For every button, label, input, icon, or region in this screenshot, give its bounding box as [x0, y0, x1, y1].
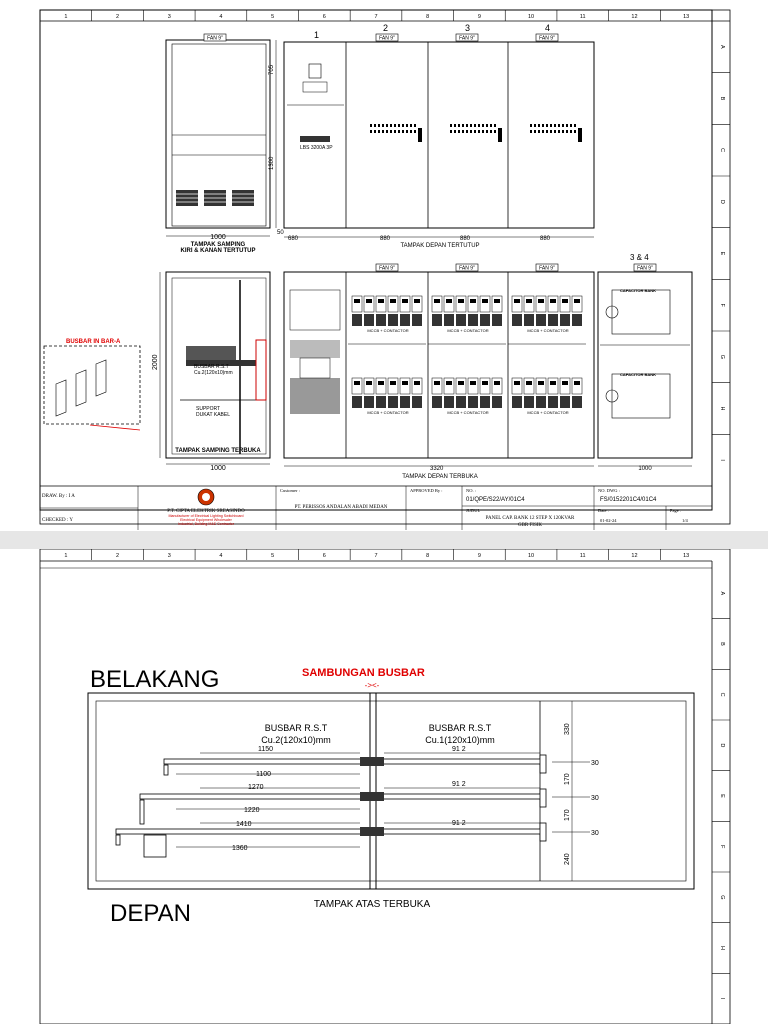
- fan-label: FAN 9": [539, 35, 555, 42]
- mccb-breaker: [400, 378, 410, 394]
- sambungan-label: SAMBUNGAN BUSBAR: [302, 667, 425, 679]
- mccb-breaker: [352, 378, 362, 394]
- dim-1300: 1300: [269, 156, 275, 170]
- panel-number-4: 4: [545, 23, 551, 33]
- fan-label: FAN 9": [539, 265, 555, 272]
- mccb-contactor-label: MCCB + CONTACTOR: [367, 410, 409, 415]
- mccb-breaker: [400, 296, 410, 312]
- date-label: Date :: [598, 508, 609, 513]
- capacitor-label-2: CAPACITOR BANK: [620, 372, 657, 377]
- busbar-left-2: Cu.2(120x10)mm: [261, 735, 331, 745]
- dwg-label: NO. DWG :: [598, 488, 620, 493]
- row-label: B: [719, 642, 725, 646]
- column-label: 9: [477, 14, 481, 20]
- mccb-breaker: [388, 296, 398, 312]
- mccb-breaker: [432, 296, 442, 312]
- mccb-contactor-label: MCCB + CONTACTOR: [447, 410, 489, 415]
- busbar-in-title: BUSBAR IN BAR-A: [66, 339, 121, 345]
- column-label: 8: [426, 553, 430, 559]
- row-label: E: [719, 251, 725, 256]
- mccb-contactor-label: MCCB + CONTACTOR: [527, 410, 569, 415]
- capacitor-side-view: [598, 253, 692, 472]
- dukat-label: DUKAT KABEL: [196, 412, 230, 418]
- column-label: 1: [64, 553, 68, 559]
- mccb-breaker: [412, 378, 422, 394]
- mccb-contactor-label: MCCB + CONTACTOR: [367, 328, 409, 333]
- fan-label: FAN 9": [379, 265, 395, 272]
- column-label: 2: [116, 14, 120, 20]
- column-label: 9: [477, 553, 481, 559]
- column-label: 3: [167, 553, 171, 559]
- drawn-by: DRAW. By : I A: [42, 494, 75, 499]
- sheet-separator: [0, 531, 768, 549]
- mccb-breaker: [468, 296, 478, 312]
- dim-2000: 2000: [152, 354, 159, 370]
- mccb-breaker: [376, 378, 386, 394]
- panel-number-2: 2: [383, 23, 389, 33]
- mccb-breaker: [512, 378, 522, 394]
- dim-1220: 1220: [244, 807, 260, 814]
- column-ruler-2: [64, 549, 689, 560]
- support-label: SUPPORT: [196, 406, 221, 412]
- row-label: B: [719, 96, 725, 101]
- depan-label: DEPAN: [110, 900, 191, 927]
- side-view-closed: [166, 40, 284, 254]
- dim-50: 50: [277, 230, 284, 236]
- mccb-breaker: [492, 378, 502, 394]
- column-ruler: [64, 10, 689, 21]
- row-label: H: [719, 406, 725, 411]
- column-label: 4: [219, 14, 223, 20]
- dim-912-a: 91 2: [452, 746, 466, 753]
- row-label: C: [719, 148, 725, 153]
- mccb-breaker: [444, 296, 454, 312]
- row-ruler-2: [712, 591, 730, 999]
- column-label: 6: [322, 14, 326, 20]
- panel-number-1: 1: [314, 30, 320, 40]
- dim-912-b: 91 2: [452, 781, 466, 788]
- dim-705: 705: [269, 64, 275, 75]
- label-3-and-4: 3 & 4: [630, 253, 649, 262]
- mccb-breaker: [524, 378, 534, 394]
- drawing-sheet-2: [0, 549, 768, 1024]
- mccb-breaker: [364, 378, 374, 394]
- fan-label: FAN 9": [207, 35, 223, 42]
- dim-880-b: 880: [460, 236, 471, 242]
- row-label: F: [719, 844, 725, 849]
- row-label: E: [719, 794, 725, 798]
- mccb-breaker: [432, 378, 442, 394]
- column-label: 13: [683, 553, 690, 559]
- page-value: 1/4: [682, 518, 688, 523]
- mccb-breaker: [480, 378, 490, 394]
- mccb-breaker: [456, 296, 466, 312]
- mccb-breaker: [388, 378, 398, 394]
- row-label: F: [719, 303, 725, 307]
- dim-1100: 1100: [256, 771, 272, 778]
- company-name: P.T. CIPTA ELEKTRIK SREASINDO: [167, 509, 245, 514]
- title-side-open: TAMPAK SAMPING TERBUKA: [175, 448, 261, 454]
- approved-label: APPROVED By :: [410, 488, 443, 493]
- row-label: A: [719, 591, 725, 596]
- column-label: 3: [167, 14, 171, 20]
- title-side-closed-1: TAMPAK SAMPING: [190, 242, 246, 248]
- dim-240: 240: [564, 853, 571, 865]
- customer-label: Customer :: [280, 488, 300, 493]
- no-value: 01/QPE/S22/AY/01C4: [466, 497, 525, 503]
- mccb-contactor-label: MCCB + CONTACTOR: [447, 328, 489, 333]
- busbar-in-detail: [44, 339, 140, 430]
- mccb-breaker: [492, 296, 502, 312]
- column-label: 11: [579, 14, 586, 20]
- column-label: 7: [374, 553, 378, 559]
- busbar-right-1: BUSBAR R.S.T: [428, 723, 492, 733]
- mccb-breaker: [548, 296, 558, 312]
- column-label: 10: [528, 553, 535, 559]
- page-label: Page :: [670, 508, 682, 513]
- dwg-value: FS/0152201C4/01C4: [600, 497, 657, 503]
- column-label: 10: [528, 14, 535, 20]
- mccb-breaker: [480, 296, 490, 312]
- date-value: 01-02-24: [600, 518, 617, 523]
- dim-330: 330: [564, 723, 571, 735]
- company-sub2: Electrical Equipment Wholesaler: [180, 518, 232, 522]
- dim-880-a: 880: [380, 236, 391, 242]
- front-view-open: [284, 264, 594, 480]
- dim-1000-a: 1000: [210, 234, 226, 241]
- mccb-breaker: [468, 378, 478, 394]
- mccb-breaker: [548, 378, 558, 394]
- dim-3320: 3320: [430, 466, 444, 472]
- dim-1270: 1270: [248, 784, 264, 791]
- dim-170-a: 170: [564, 773, 571, 785]
- column-label: 7: [374, 14, 378, 20]
- mccb-breaker: [352, 296, 362, 312]
- title-side-closed-2: KIRI & KANAN TERTUTUP: [180, 248, 256, 254]
- dim-170-b: 170: [564, 809, 571, 821]
- mccb-contactor-label: MCCB + CONTACTOR: [527, 328, 569, 333]
- dim-30-a: 30: [591, 760, 599, 767]
- lbs-label: LBS 3200A 3P: [300, 145, 333, 151]
- row-label: A: [719, 44, 725, 49]
- column-label: 6: [322, 553, 326, 559]
- row-label: C: [719, 692, 725, 697]
- fan-label: FAN 9": [637, 265, 653, 272]
- dim-30-b: 30: [591, 795, 599, 802]
- busbar-bars: [116, 755, 546, 857]
- title-block: [40, 486, 712, 530]
- mccb-breaker: [512, 296, 522, 312]
- panel-number-3: 3: [465, 23, 471, 33]
- busbar-cu-label-side: Cu.2(120x10)mm: [194, 370, 233, 376]
- sambungan-marker: -><-: [364, 681, 380, 690]
- mccb-breaker: [572, 296, 582, 312]
- dim-1360: 1360: [232, 845, 248, 852]
- column-label: 12: [631, 14, 638, 20]
- title-top-open: TAMPAK ATAS TERBUKA: [313, 899, 431, 910]
- row-label: G: [719, 895, 725, 900]
- dim-1000-b: 1000: [210, 465, 226, 472]
- mccb-breaker: [412, 296, 422, 312]
- row-label: D: [719, 199, 725, 204]
- dim-680: 680: [288, 236, 299, 242]
- judul-label: JUDUL: [466, 508, 481, 513]
- row-label: I: [719, 459, 725, 461]
- dim-880-c: 880: [540, 236, 551, 242]
- dim-1410: 1410: [236, 821, 252, 828]
- title-front-closed: TAMPAK DEPAN TERTUTUP: [400, 243, 480, 249]
- row-label: I: [719, 997, 725, 1000]
- column-label: 13: [683, 14, 690, 20]
- no-label: NO. :: [466, 488, 476, 493]
- dim-1000-c: 1000: [638, 466, 652, 472]
- mccb-breaker: [572, 378, 582, 394]
- row-label: G: [719, 354, 725, 359]
- mccb-breaker: [444, 378, 454, 394]
- side-view-open: [152, 272, 270, 472]
- mccb-breaker: [524, 296, 534, 312]
- fan-label: FAN 9": [379, 35, 395, 42]
- column-label: 1: [64, 14, 68, 20]
- customer-name: PT. PERISSOS ANDALAN ABADI MEDAN: [294, 505, 388, 510]
- mccb-breaker: [364, 296, 374, 312]
- busbar-left-1: BUSBAR R.S.T: [264, 723, 328, 733]
- row-label: D: [719, 743, 725, 748]
- judul-value-2: GBR FISIK: [517, 523, 543, 528]
- column-label: 5: [271, 14, 275, 20]
- busbar-rst-label-side: BUSBAR R.S.T: [194, 364, 229, 370]
- belakang-label: BELAKANG: [90, 666, 220, 693]
- company-sub3: Industrial, Building M&E Contractor: [178, 522, 234, 526]
- mccb-breaker: [560, 378, 570, 394]
- row-label: H: [719, 946, 725, 950]
- column-label: 8: [426, 14, 430, 20]
- fan-label: FAN 9": [459, 35, 475, 42]
- title-front-open: TAMPAK DEPAN TERBUKA: [402, 474, 478, 480]
- capacitor-label-1: CAPACITOR BANK: [620, 288, 657, 293]
- fan-label: FAN 9": [459, 265, 475, 272]
- mccb-breaker: [536, 378, 546, 394]
- busbar-joints: [360, 757, 384, 836]
- mccb-breaker: [560, 296, 570, 312]
- column-label: 5: [271, 553, 275, 559]
- judul-value: PANEL CAP. BANK 12 STEP X 120KVAR: [485, 516, 575, 521]
- mccb-breaker: [456, 378, 466, 394]
- mccb-breaker: [536, 296, 546, 312]
- column-label: 4: [219, 553, 223, 559]
- column-label: 11: [579, 553, 586, 559]
- column-label: 12: [631, 553, 638, 559]
- column-label: 2: [116, 553, 120, 559]
- mccb-breaker: [376, 296, 386, 312]
- dim-1150: 1150: [258, 746, 274, 753]
- checked-by: CHECKED : Y: [42, 518, 73, 523]
- sheet2-drawing: [0, 549, 768, 1024]
- dim-30-c: 30: [591, 830, 599, 837]
- front-view-closed: [204, 23, 594, 249]
- company-sub1: Manufacturer of Electrical Lighting Switchboard: [168, 514, 244, 518]
- dim-912-c: 91 2: [452, 820, 466, 827]
- row-ruler: [712, 45, 730, 461]
- busbar-right-2: Cu.1(120x10)mm: [425, 735, 495, 745]
